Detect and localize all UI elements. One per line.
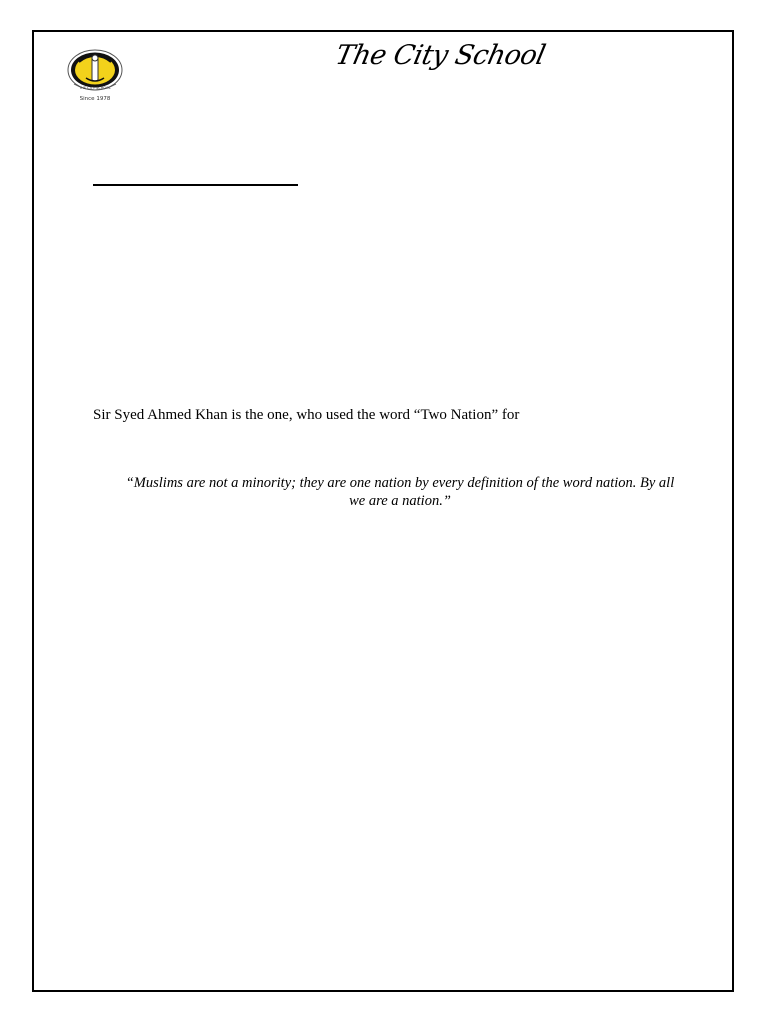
statement-text: Sir Syed Ahmed Khan is the one, who used the word “Two Nation” for bbox=[93, 407, 520, 423]
logo-motto-text: THE CITY SCHOOL bbox=[79, 86, 111, 90]
school-crest-icon bbox=[66, 48, 124, 102]
quote-line-2: we are a nation.” bbox=[349, 493, 451, 509]
school-title: The City School bbox=[332, 40, 548, 71]
page-border bbox=[32, 30, 734, 992]
heading-underline bbox=[93, 184, 298, 186]
quote-line-1: “Muslims are not a minority; they are one nation by every definition of the word nation. By all bbox=[125, 475, 675, 491]
school-crest-logo bbox=[66, 48, 124, 102]
logo-since-text: Since 1978 bbox=[79, 96, 111, 102]
quote-block bbox=[95, 474, 705, 510]
